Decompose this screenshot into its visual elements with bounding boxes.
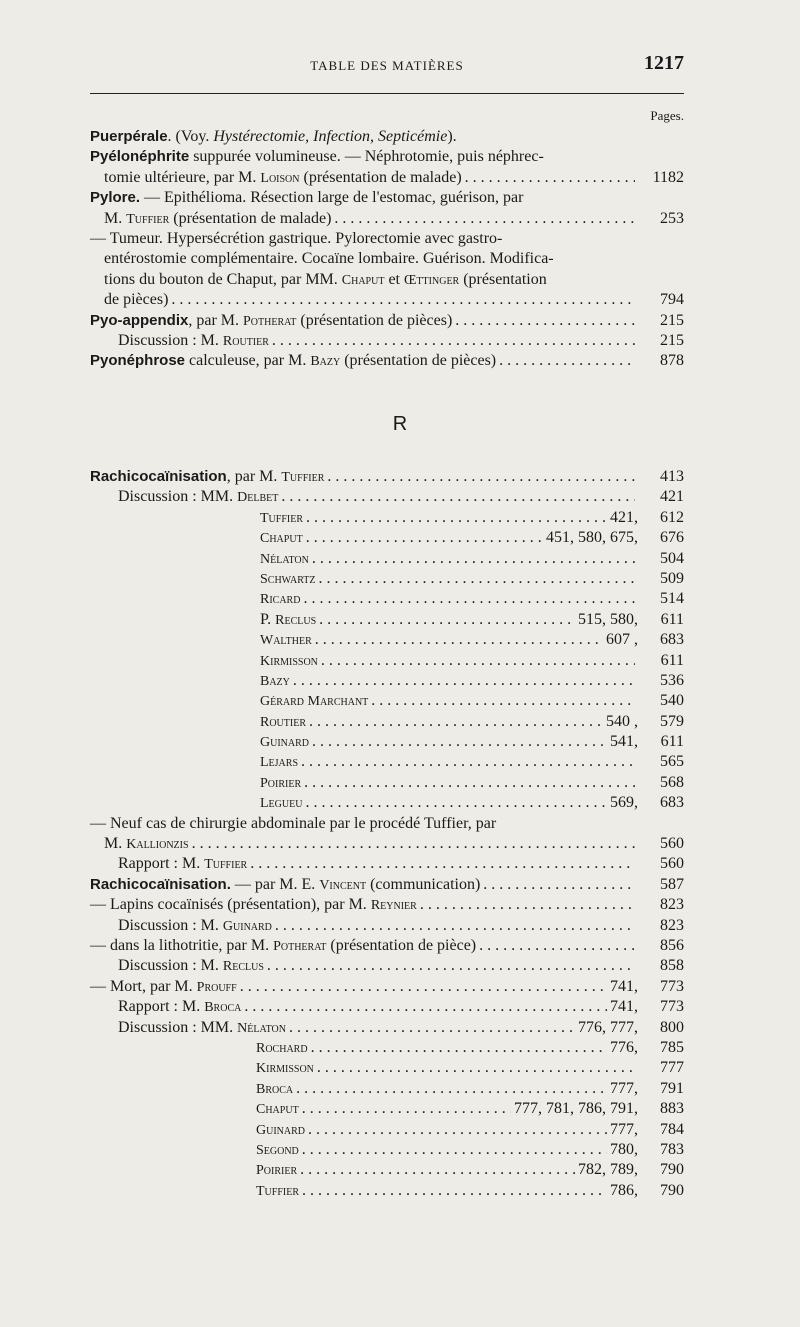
entry-text [118,997,241,1019]
index-entry [90,1018,684,1038]
dot-leader [479,936,635,957]
entry-additional-pages: 541, [610,733,638,751]
index-entry [90,1038,684,1058]
entry-segment: Delbet [237,490,279,506]
entry-text [90,467,324,489]
index-entry [90,712,684,732]
index-entry [90,147,684,167]
entry-segment: Vincent [319,877,367,893]
entry-page-number: 1182 [652,168,684,186]
entry-text [260,752,298,774]
entry-text [260,712,306,734]
entry-page-number: 800 [660,1018,684,1036]
entry-segment: — Lapins cocaïnisés (présentation), par M. [90,896,371,914]
entry-segment: (présentation de malade) [169,209,332,227]
index-entry [90,916,684,936]
entry-text [260,549,309,571]
index-entry [90,671,684,691]
entry-segment: P. [260,610,276,628]
dot-leader [272,331,635,351]
entry-text [104,271,547,288]
entry-additional-pages: 782, 789, [578,1161,638,1179]
index-entry [90,630,684,650]
entry-segment: — Neuf cas de chirurgie abdominale par le procédé Tuffier, par [90,814,497,832]
entry-segment: Rapport : M. [118,855,205,873]
index-entry [90,1099,684,1119]
entry-page-number: 683 [660,631,684,649]
index-entry [90,997,684,1017]
entry-segment: Schwartz [260,571,316,587]
entry-additional-pages: 780, [610,1140,638,1158]
pages-column-label: Pages. [650,108,684,123]
entry-text [118,854,247,876]
entry-segment: Kirmisson [260,653,318,669]
entry-segment: Tuffier [204,857,248,873]
index-entry [90,508,684,528]
entry-text [90,895,417,917]
index-entry [90,1181,684,1201]
dot-leader [371,691,635,712]
page-header [90,52,684,78]
index-entry [90,854,684,874]
entry-additional-pages: 776, 777, [578,1018,638,1036]
entry-text [260,793,302,815]
index-entry [90,814,684,834]
entry-segment: suppurée volumineuse. — Néphrotomie, puis néphrec- [189,148,544,166]
entry-segment: Potherat [243,313,297,329]
entry-text [90,148,544,165]
entry-text [256,1099,299,1121]
entry-text [90,351,496,372]
entry-segment: Pyélonéphrite [90,148,190,166]
entry-segment: Tuffier [256,1183,300,1199]
entry-segment: — dans la lithotritie, par M. [90,936,274,954]
index-entry [90,467,684,487]
entry-page-number: 568 [660,773,684,791]
entry-segment: et [384,270,404,288]
entry-text [118,916,272,938]
entry-segment: Poirier [260,775,302,791]
entry-segment: Hystérectomie, Infection, Septicémie [213,128,448,145]
entry-segment: — par M. E. [230,875,320,893]
dot-leader [171,290,635,310]
dot-leader [281,487,635,508]
entry-text [260,589,300,611]
dot-leader [240,977,607,998]
entry-segment: Discussion : MM. [118,488,238,506]
entry-page-number: 413 [660,468,684,485]
entry-segment: Ricard [260,592,301,608]
index-entry [90,311,684,331]
entry-additional-pages: 776, [610,1038,638,1056]
entry-segment: Bazy [310,354,341,370]
dot-leader [250,854,635,875]
index-entry [90,351,684,371]
entry-segment: Discussion : MM. [118,1018,238,1036]
entry-additional-pages: 421, [610,508,638,526]
dot-leader [315,630,603,651]
index-entry [90,569,684,589]
index-entry [90,290,684,310]
entry-text [90,815,496,832]
entry-segment: Broca [256,1081,294,1097]
entry-segment: Reclus [222,959,264,975]
entry-segment: Discussion : M. [118,916,223,934]
dot-leader [483,875,635,896]
index-entry [90,610,684,630]
entry-segment: M. [104,835,127,853]
dot-leader [319,569,635,590]
index-entry [90,127,684,147]
dot-leader [327,467,635,488]
entry-segment: tomie ultérieure, par M. [104,168,261,186]
index-entry [90,188,684,208]
entry-additional-pages: 777, [610,1079,638,1097]
entry-segment: (présentation de pièces) [340,352,497,370]
entry-additional-pages: 569, [610,794,638,812]
entry-segment: Prouff [196,979,237,995]
header-rule [90,93,684,94]
entry-page-number: 215 [660,331,684,349]
entry-segment: Poirier [256,1163,298,1179]
entry-page-number: 878 [660,352,684,370]
index-entry [90,752,684,772]
dot-leader [300,1160,575,1181]
entry-segment: de pièces) [104,291,169,309]
entry-text [90,230,502,247]
entry-text [256,1160,297,1182]
entry-additional-pages: 515, 580, [578,610,638,628]
index-entry [90,1140,684,1160]
index-entry [90,270,684,290]
entry-page-number: 215 [660,311,684,329]
index-entry [90,331,684,351]
dot-leader [319,610,575,631]
index-entry [90,732,684,752]
index-entry [90,487,684,507]
entry-text [256,1120,305,1142]
dot-leader [455,311,635,331]
index-entry [90,1120,684,1140]
entry-page-number: 509 [660,569,684,587]
entry-text [118,956,264,978]
index-entry [90,691,684,711]
dot-leader [420,895,635,916]
entry-page-number: 536 [660,671,684,689]
entry-text [104,168,462,189]
entry-page-number: 611 [660,651,684,669]
index-entry [90,1160,684,1180]
entry-segment: — Tumeur. Hypersécrétion gastrique. Pylorectomie avec gastro- [90,229,503,247]
entry-text [260,651,318,673]
entry-page-number: 777 [660,1059,684,1077]
entry-segment: , par M. [226,468,282,485]
entry-page-number: 611 [660,733,684,751]
entry-text [90,875,480,897]
index-entry [90,249,684,269]
entry-text [104,834,189,856]
entry-page-number: 587 [660,875,684,893]
index-entry [90,549,684,569]
entry-segment: Rachicocaïnisation. [90,875,231,893]
entry-additional-pages: 786, [610,1181,638,1199]
dot-leader [499,351,635,371]
index-entry [90,875,684,895]
dot-leader [244,997,607,1018]
entry-page-number: 794 [660,291,684,309]
running-title: TABLE DES MATIÈRES [310,58,464,73]
entry-segment: Guinard [256,1122,305,1138]
entry-additional-pages: 777, [610,1120,638,1138]
entry-segment: ). [447,128,457,145]
entry-segment: . (Voy. [167,128,214,145]
entry-segment: Reclus [275,612,317,628]
index-entry [90,168,684,188]
entry-segment: Puerpérale [90,128,168,145]
entry-segment: Bazy [260,673,290,689]
index-entry [90,651,684,671]
entry-text [90,311,452,332]
entry-page-number: 421 [660,488,684,506]
index-entry [90,936,684,956]
entry-text [260,671,290,693]
entry-segment: (présentation [459,270,547,288]
dot-leader [308,1120,607,1141]
entry-segment: Pyonéphrose [90,352,186,370]
entry-page-number: 791 [660,1079,684,1097]
dot-leader [304,773,635,794]
entry-page-number: 773 [660,977,684,995]
entry-segment: Broca [204,1000,242,1016]
entry-segment: Chaput [341,272,385,288]
entry-segment: (présentation de pièce) [326,936,477,954]
index-entries-r [90,467,684,1201]
entry-segment: tions du bouton de Chaput, par MM. [104,270,342,288]
entry-segment: Tuffier [281,470,325,485]
entry-page-number: 611 [660,610,684,628]
dot-leader [311,1038,607,1059]
entry-segment: Kallionzis [126,837,189,853]
entry-text [104,209,331,230]
entry-segment: Walther [260,633,312,649]
entry-text [256,1140,299,1162]
entry-text [90,128,457,145]
entry-page-number: 540 [660,692,684,710]
entry-segment: (communication) [366,875,481,893]
entry-segment: Rachicocaïnisation [90,468,227,485]
dot-leader [334,209,635,229]
entry-segment: (présentation de malade) [299,168,462,186]
index-entry [90,834,684,854]
entry-text [104,290,168,310]
entry-page-number: 856 [660,936,684,954]
entry-segment: — Epithélioma. Résection large de l'estomac, guérison, par [140,189,524,207]
entry-additional-pages: 741, [610,977,638,995]
entry-text [90,189,523,206]
dot-leader [303,589,635,610]
entry-segment: — Mort, par M. [90,977,197,995]
entry-segment: Pylore. [90,189,141,207]
entry-text [104,250,554,267]
entry-page-number: 683 [660,794,684,812]
entry-segment: (présentation de pièces) [296,311,453,329]
entry-page-number: 565 [660,753,684,771]
entry-text [260,773,301,795]
entry-segment: Chaput [260,531,303,547]
index-entry [90,589,684,609]
index-entry [90,773,684,793]
entry-text [118,1018,286,1040]
entry-text [260,610,316,632]
entry-segment: Lejars [260,755,299,771]
entry-page-number: 514 [660,590,684,608]
entry-segment: Pyo-appendix [90,311,189,329]
index-entry [90,1079,684,1099]
dot-leader [267,956,635,977]
entry-segment: M. [104,209,127,227]
entry-additional-pages: 777, 781, 786, 791, [514,1100,638,1118]
entry-page-number: 676 [660,529,684,547]
entry-text [256,1079,293,1101]
index-entry [90,977,684,997]
index-entries-p [90,127,684,372]
entry-text [90,936,476,958]
entry-segment: Œttinger [404,272,460,288]
entry-page-number: 883 [660,1100,684,1118]
entry-segment: Potherat [273,938,327,954]
entry-text [256,1181,299,1203]
entry-page-number: 858 [660,957,684,975]
entry-text [260,508,303,530]
entry-page-number: 783 [660,1140,684,1158]
index-entry [90,956,684,976]
dot-leader [296,1079,607,1100]
entry-additional-pages: 540 , [606,712,638,730]
index-entry [90,895,684,915]
entry-segment: Guinard [222,918,272,934]
dot-leader [289,1018,575,1039]
section-letter: R [392,413,408,435]
index-entry [90,793,684,813]
dot-leader [302,1099,511,1120]
entry-segment: Gérard Marchant [260,694,369,710]
entry-segment: Nélaton [237,1020,286,1036]
dot-leader [306,528,543,549]
entry-segment: calculeuse, par M. [185,352,311,370]
entry-page-number: 790 [660,1181,684,1199]
dot-leader [312,732,607,753]
entry-segment: Guinard [260,735,309,751]
entry-text [260,691,368,713]
entry-segment: Tuffier [126,211,170,227]
entry-segment: Tuffier [260,510,304,526]
entry-additional-pages: 451, 580, 675, [546,529,638,547]
dot-leader [305,793,607,814]
entry-segment: Rochard [256,1040,308,1056]
entry-text [256,1038,308,1060]
entry-text [260,630,312,652]
entry-text [118,487,278,509]
entry-additional-pages: 607 , [606,631,638,649]
dot-leader [293,671,635,692]
entry-page-number: 253 [660,209,684,227]
entry-segment: , par M. [188,311,244,329]
entry-page-number: 560 [660,855,684,873]
entry-segment: Routier [222,333,269,349]
index-entry [90,528,684,548]
entry-text [118,331,269,352]
entry-page-number: 785 [660,1038,684,1056]
entry-segment: Reynier [370,898,417,914]
dot-leader [321,651,635,672]
dot-leader [317,1058,635,1079]
entry-segment: Routier [260,714,306,730]
entry-page-number: 823 [660,916,684,934]
entry-text [256,1058,314,1080]
dot-leader [275,916,635,937]
index-entry [90,209,684,229]
index-entry [90,1058,684,1078]
entry-segment: Kirmisson [256,1061,314,1077]
entry-page-number: 579 [660,712,684,730]
entry-segment: Discussion : M. [118,331,223,349]
dot-leader [312,549,635,570]
entry-segment: Loison [260,170,300,186]
dot-leader [302,1140,607,1161]
entry-text [260,732,309,754]
dot-leader [302,1181,607,1202]
entry-text [260,528,303,550]
entry-page-number: 560 [660,835,684,853]
dot-leader [309,712,603,733]
entry-segment: Legueu [260,796,303,812]
entry-segment: Nélaton [260,551,309,567]
entry-segment: Chaput [256,1102,299,1118]
dot-leader [465,168,635,188]
entry-additional-pages: 741, [610,998,638,1016]
index-entry [90,229,684,249]
entry-segment: Segond [256,1142,299,1158]
dot-leader [192,834,635,855]
entry-page-number: 773 [660,998,684,1016]
entry-segment: Discussion : M. [118,957,223,975]
entry-page-number: 790 [660,1161,684,1179]
entry-segment: entérostomie complémentaire. Cocaïne lombaire. Guérison. Modifica- [104,250,554,268]
entry-page-number: 823 [660,896,684,914]
dot-leader [301,752,635,773]
entry-text [90,977,237,999]
dot-leader [306,508,607,529]
entry-segment: Rapport : M. [118,998,205,1016]
entry-text [260,569,316,591]
page-number: 1217 [644,52,684,74]
entry-page-number: 784 [660,1120,684,1138]
entry-page-number: 612 [660,508,684,526]
entry-page-number: 504 [660,549,684,567]
